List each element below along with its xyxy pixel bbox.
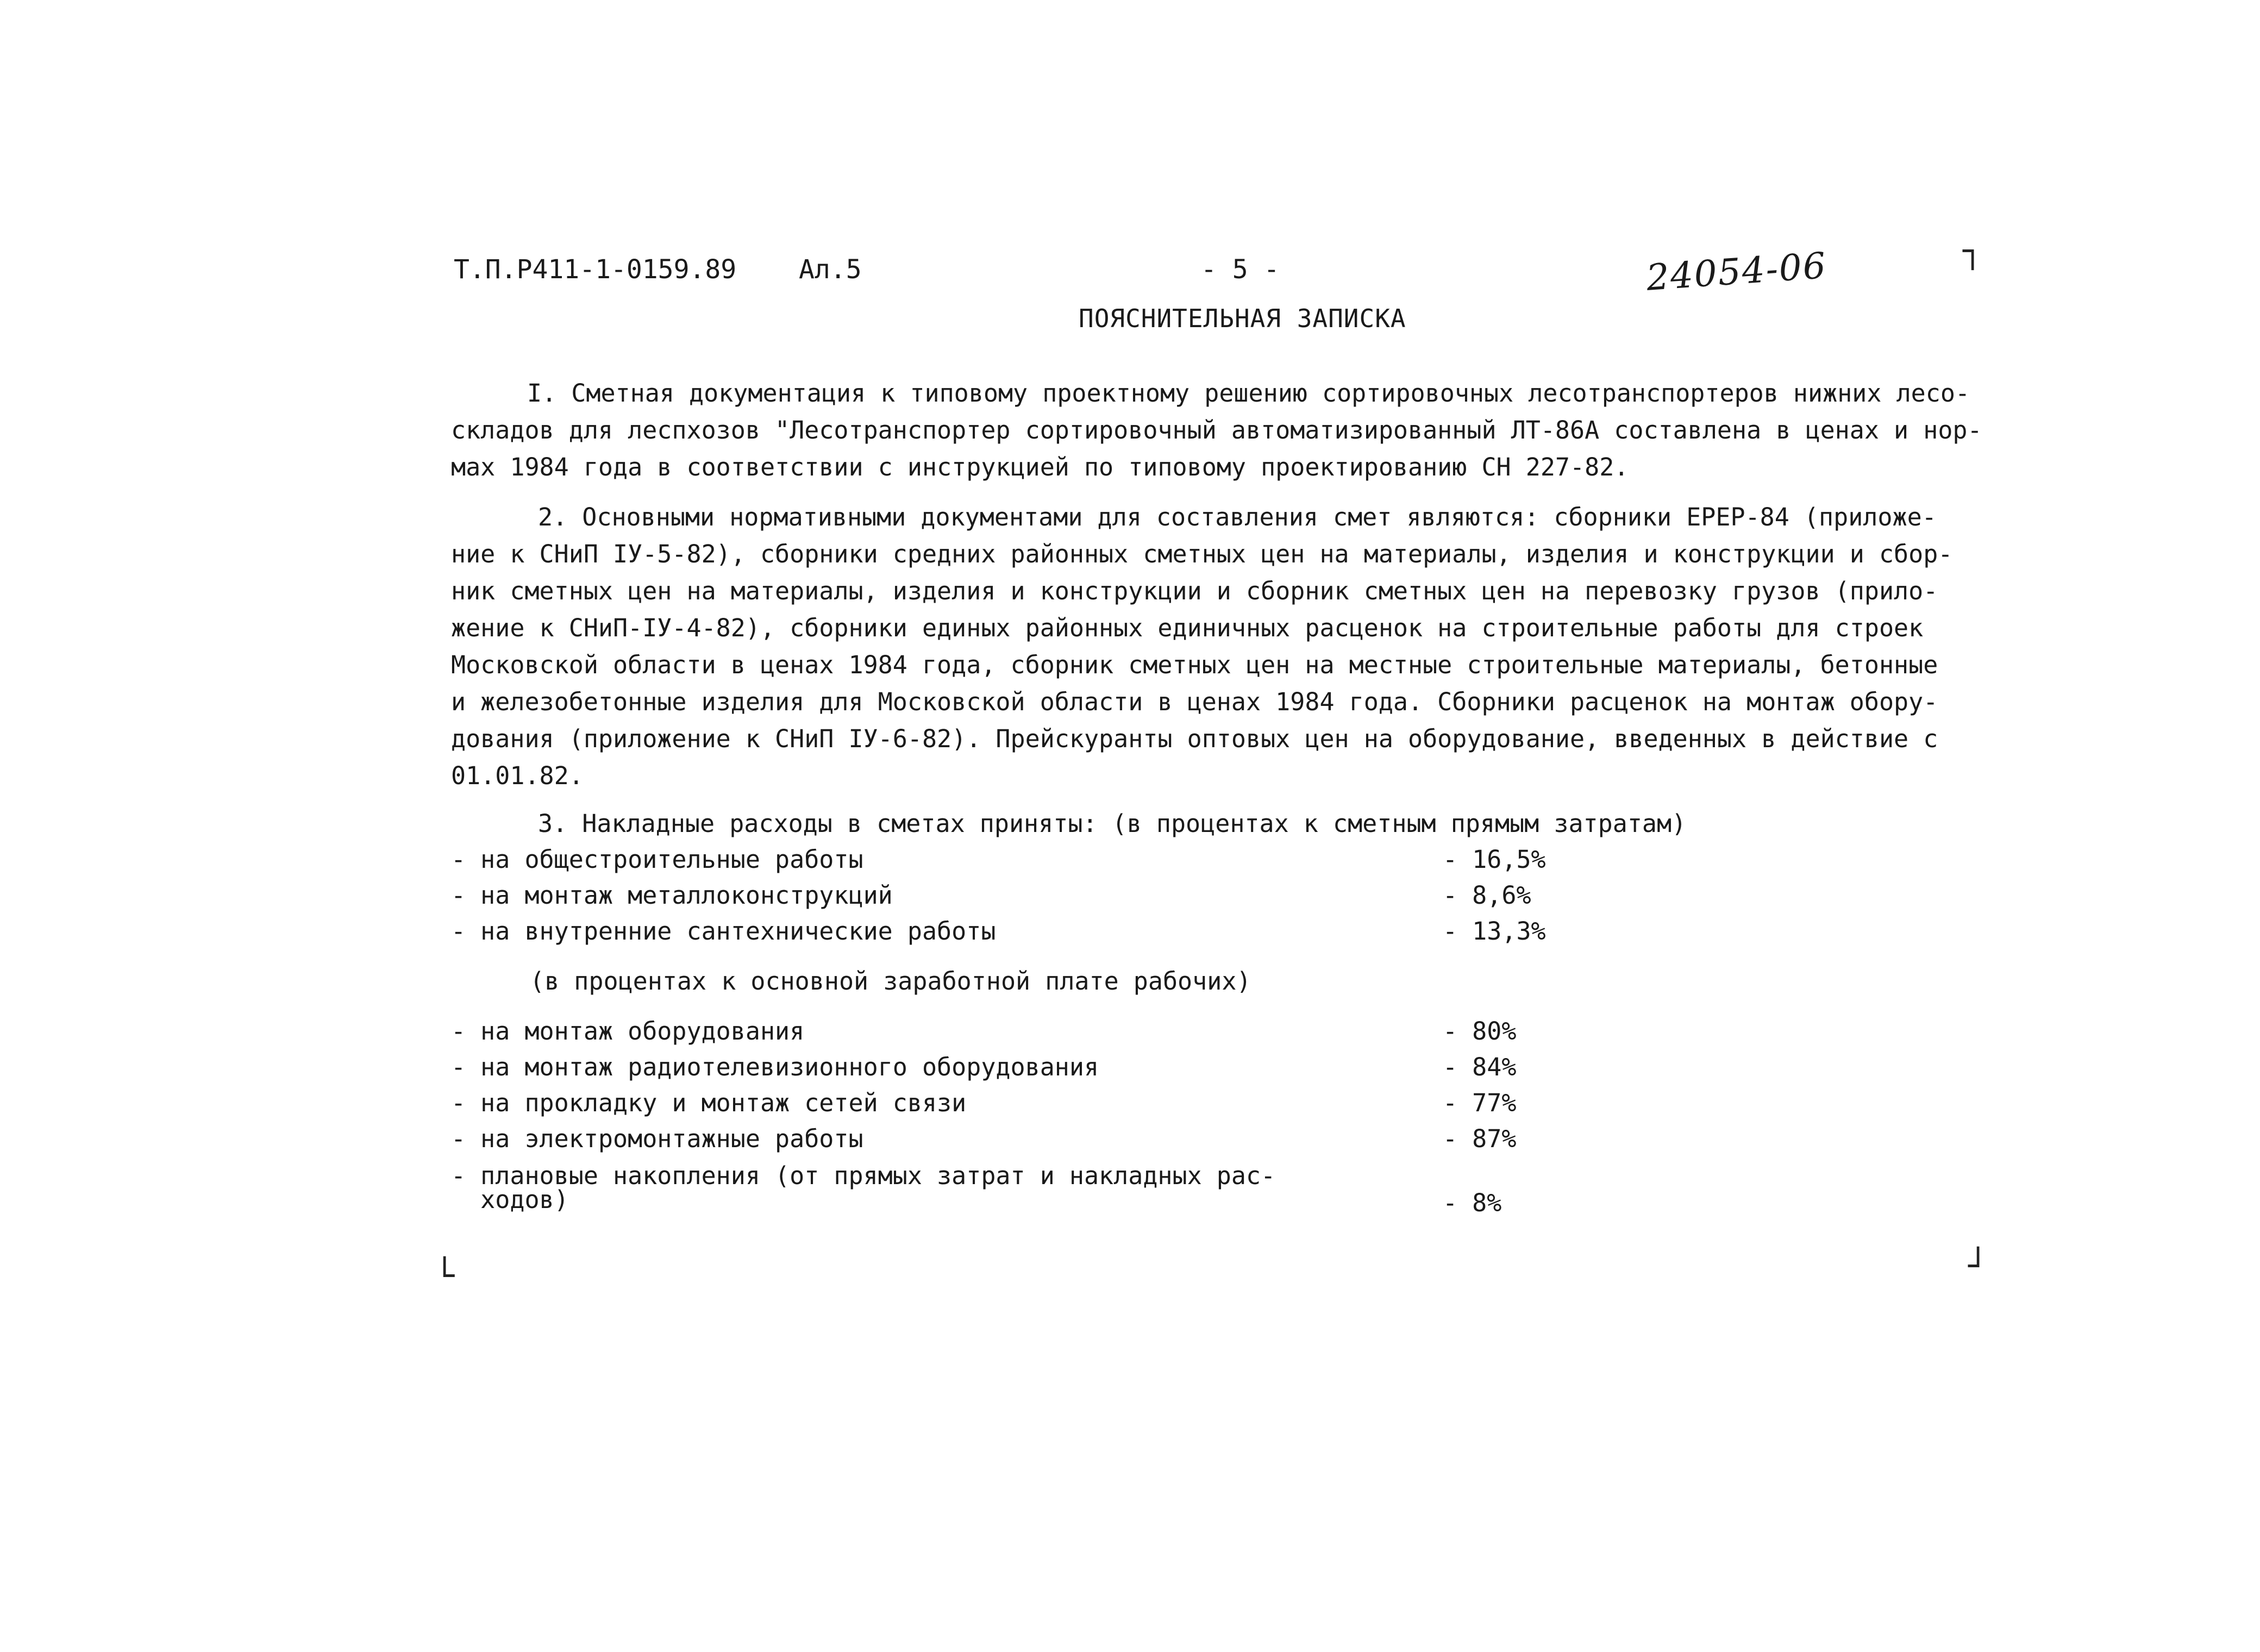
handwritten-number: 24054-06	[1645, 244, 1829, 299]
item-value: - 87%	[1443, 1124, 1517, 1153]
item-label-line: - плановые накопления (от прямых затрат и накладных рас-	[451, 1161, 1276, 1190]
paragraph-1	[451, 375, 1982, 486]
item-value: - 8%	[1443, 1188, 1502, 1217]
list-item	[451, 1161, 1592, 1224]
item-label: - на общестроительные работы	[451, 845, 863, 874]
list-item	[451, 877, 1592, 914]
corner-mark-bottom-left: └	[435, 1257, 455, 1295]
overhead-intro: 3. Накладные расходы в сметах приняты: (в процентах к сметным прямым затратам)	[538, 809, 1687, 838]
list-item	[451, 1013, 1592, 1050]
item-label: - на монтаж оборудования	[451, 1017, 805, 1046]
page-number: - 5 -	[1201, 254, 1280, 285]
list-item	[451, 1085, 1592, 1122]
item-label: - на прокладку и монтаж сетей связи	[451, 1088, 967, 1117]
list-item	[451, 913, 1592, 950]
corner-mark-top-right: ┐	[1963, 232, 1983, 270]
item-label: - на внутренние сантехнические работы	[451, 917, 996, 946]
paragraph-line: дования (приложение к СНиП IУ-6-82). Прейскуранты оптовых цен на оборудование, введенных в действие с	[451, 724, 1938, 753]
paragraph-line: жение к СНиП-IУ-4-82), сборники единых районных единичных расценок на строительные работы для строек	[451, 614, 1924, 642]
paragraph-2	[451, 499, 1973, 794]
paragraph-line: ние к СНиП IУ-5-82), сборники средних районных сметных цен на материалы, изделия и конструкции и сбор-	[451, 540, 1953, 568]
item-label: - на электромонтажные работы	[451, 1124, 863, 1153]
item-value: - 77%	[1443, 1088, 1517, 1117]
item-value: - 16,5%	[1443, 845, 1546, 874]
subheading: (в процентах к основной заработной плате рабочих)	[530, 967, 1251, 996]
paragraph-line: и железобетонные изделия для Московской области в ценах 1984 года. Сборники расценок на монтаж обору-	[451, 687, 1938, 716]
paragraph-line: Московской области в ценах 1984 года, сборник сметных цен на местные строительные материалы, бетонные	[451, 650, 1938, 679]
corner-mark-bottom-right: ┘	[1968, 1247, 1988, 1285]
item-label: - на монтаж радиотелевизионного оборудования	[451, 1053, 1099, 1081]
paragraph-line: мах 1984 года в соответствии с инструкцией по типовому проектированию СН 227-82.	[451, 453, 1629, 481]
document-code: Т.П.Р411-1-0159.89	[454, 254, 737, 285]
paragraph-line: 2. Основными нормативными документами для составления смет являются: сборники ЕРЕР-84 (приложе-	[538, 503, 1937, 531]
paragraph-line: ник сметных цен на материалы, изделия и конструкции и сборник сметных цен на перевозку грузов (прило-	[451, 577, 1938, 605]
item-label	[451, 1161, 1276, 1214]
paragraph-line: складов для леспхозов "Лесотранспортер сортировочный автоматизированный ЛТ-86А составлена в ценах и нор-	[451, 416, 1982, 445]
paragraph-line: 01.01.82.	[451, 761, 584, 790]
item-value: - 80%	[1443, 1017, 1517, 1046]
list-item	[451, 841, 1592, 878]
item-label-line: ходов)	[451, 1185, 569, 1214]
item-value: - 8,6%	[1443, 881, 1531, 910]
sheet-number: Ал.5	[799, 254, 862, 285]
item-value: - 84%	[1443, 1053, 1517, 1081]
page-title: ПОЯСНИТЕЛЬНАЯ ЗАПИСКА	[1079, 304, 1406, 333]
list-item	[451, 1049, 1592, 1086]
item-label: - на монтаж металлоконструкций	[451, 881, 893, 910]
list-item	[451, 1121, 1592, 1157]
item-value: - 13,3%	[1443, 917, 1546, 946]
paragraph-line: I. Сметная документация к типовому проектному решению сортировочных лесотранспортеров нижних лесо-	[527, 379, 1970, 408]
